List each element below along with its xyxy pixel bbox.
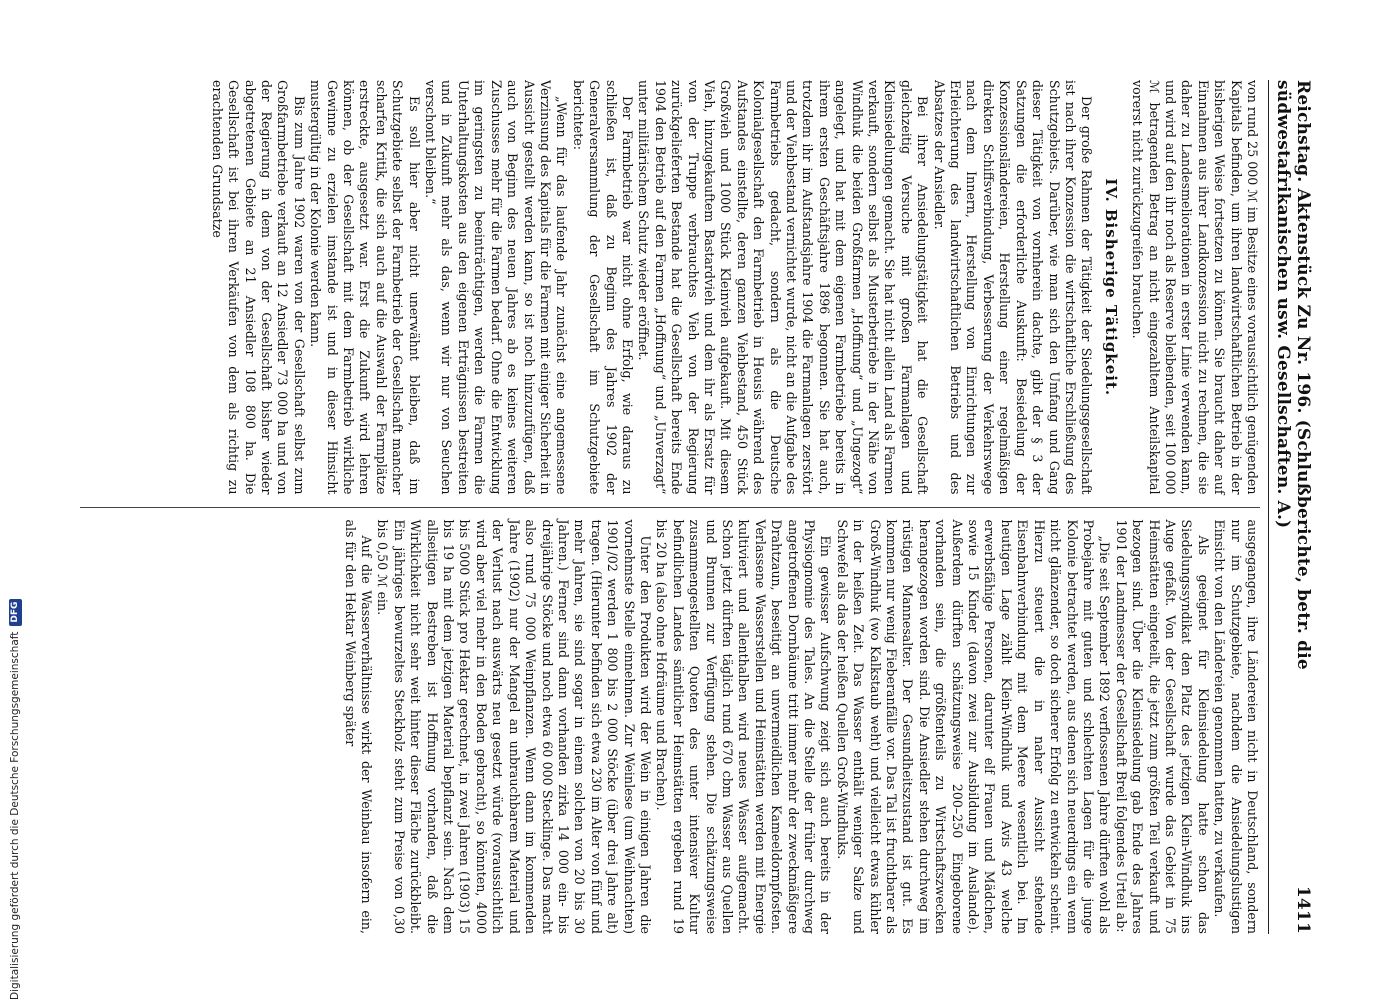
running-header xyxy=(1268,80,1313,934)
section-heading: IV. Bisherige Tätigkeit. xyxy=(1101,178,1120,397)
page-number: 1411 xyxy=(1293,885,1313,934)
paragraph: von rund 25 000 ℳ im Besitze eines voraussichtlich genügenden Kapitals befinden, um ihren landwirtschaftlichen Betrieb in der bisherigen Weise fortsetzen zu können. Sie braucht daher auf Einnahmen aus ihrer Landkonzession nicht zu rechnen, die sie daher zu Landesmeliorationen in erster Linie verwenden kann, und wird auf den ihr noch als Reserve bleibenden, seit 100 000 ℳ betragenden Betrag an nicht eingezahltem Anteilskapital vorerst nicht zurückzugreifen brauchen. xyxy=(1130,80,1260,495)
credit-text: Digitalisierung gefördert durch die Deutsche Forschungsgemeinschaft xyxy=(9,631,21,1000)
right-column xyxy=(80,508,1260,935)
block-quote: „Wenn für das laufende Jahr zunächst eine angemessene Verzinsung des Kapitals für die Farmen mit einiger Sicherheit in Aussicht gestellt werden kann, so ist noch hinzuzufügen, daß auch von Beginn des neuen Jahres ab es keines weiteren Zuschusses mehr für die Farmen bedarf. Ohne die Entwicklung im geringsten zu beeinträchtigen, werden die Farmen die Unterhaltungskosten aus den eigenen Erträgnissen bestreiten und in Zukunft mehr als das, wenn wir nur von Seuchen verschont bleiben.“ xyxy=(423,80,570,495)
header-title: Reichstag. Aktenstück Zu Nr. 196. (Schlußberichte, betr. die südwestafrikanischen usw. Gesellschaften. A.) xyxy=(1273,80,1313,670)
paragraph: ausgegangen, ihre Ländereien nicht in Deutschland, sondern nur im Schutzgebiete, nachdem die Ansiedelungslustigen Einsicht von den Ländereien genommen hatten, zu verkaufen. xyxy=(1212,519,1260,934)
block-quote: Ein gewisser Aufschwung zeigt sich auch bereits in der Physiognomie des Tales. An die Stelle der früher durchweg angetroffenen Dornbäume tritt immer mehr der zweckmäßigere Drahtzaun, beseitigt an unvermeidlichen Kameeldornpfosten. Verlassene Wasserstellen und Heimstätten werden mit Energie kultiviert und allenthalben wird neues Wasser aufgemacht. Schon jetzt dürften täglich rund 670 cbm Wasser aus Quellen und Brunnen zur Verfügung stehen. Die schätzungsweise zusammengestellten Quoten des unter intensiver Kultur befindlichen Landes sämtlicher Heimstätten ergeben rund 19 bis 20 ha (also ohne Hofräume und Brachen). xyxy=(654,519,834,934)
text-columns xyxy=(80,80,1260,934)
left-column xyxy=(80,80,1260,507)
paragraph: Als geeignet für Kleinsiedelung hatte schon das Siedelungssyndikat den Platz des jetzigen Klein-Windhuk ins Auge gefaßt. Von der Gesellschaft wurde das Gebiet in 75 Heimstätten eingeteilt, die jetzt zum größten Teil verkauft und bezogen sind. Über die Kleinsiedelung gab Ende des Jahres 1901 der Landmesser der Gesellschaft Breil folgendes Urteil ab: xyxy=(1113,519,1211,934)
paragraph: Bis zum Jahre 1902 waren von der Gesellschaft selbst zum Großfarmbetriebe verkauft an 12 Ansiedler 73 000 ha und von der Regierung in dem von der Gesellschaft bisher wieder abgetretenen Gebiete an 21 Ansiedler 108 800 ha. Die Gesellschaft ist bei ihren Verkäufen von dem als richtig zu erachtenden Grundsatze xyxy=(209,80,307,495)
paragraph: Es soll hier aber nicht unerwähnt bleiben, daß im Schutzgebiete selbst der Farmbetrieb der Gesellschaft mancher scharfen Kritik, die sich auch auf die Auswahl der Farmplätze erstreckte, ausgesetzt war. Erst die Zukunft wird lehren können, ob der Gesellschaft mit dem Farmbetrieb wirkliche Gewinne zu erzielen imstande ist und in dieser Hinsicht mustergültig in der Kolonie werden kann. xyxy=(308,80,422,495)
paragraph: Der Farmbetrieb war nicht ohne Erfolg, wie daraus zu schließen ist, daß zu Beginn des Jahres 1902 der Generalversammlung der Gesellschaft im Schutzgebiete berichtete: xyxy=(570,80,635,495)
digitization-credit xyxy=(4,0,26,1000)
paragraph: Auf die Wasserverhältnisse wirkt der Weinbau insofern ein, als für den Hektar Weinberg später xyxy=(342,519,375,934)
paragraph: Der große Rahmen der Tätigkeit der Siedelungsgesellschaft ist nach ihrer Konzession die wirtschaftliche Erschließung des Schutzgebiets. Darüber, wie man sich den Umfang und Gang dieser Tätigkeit von vornherein dachte, gibt der § 3 der Satzungen die erforderliche Auskunft: Besiedelung der Konzessionsländereien, Herstellung einer regelmäßigen direkten Schiffsverbindung, Verbesserung der Verkehrswege nach dem Innern, Herstellung von Einrichtungen zur Erleichterung des landwirtschaftlichen Betriebs und des Absatzes der Ansiedler. xyxy=(931,80,1095,495)
dfg-logo: DFG xyxy=(9,599,22,626)
paragraph: Bei ihrer Ansiedelungstätigkeit hat die Gesellschaft gleichzeitig Versuche mit großen Farmanlagen und Kleinsiedelungen gemacht. Sie hat nicht allein Land als Farmen verkauft, sondern selbst als Musterbetriebe in der Nähe von Windhuk die beiden Großfarmen „Hoffnung“ und „Ungezogt“ angelegt, und hat mit dem eigenen Farmbetriebe bereits in ihrem ersten Geschäftsjahre 1896 begonnen. Sie hat auch, trotzdem ihr im Aufstandsjahre 1904 die Farmanlagen zerstört und der Viehbestand vernichtet wurde, nicht an die Aufgabe des Farmbetriebs gedacht, sondern als die Deutsche Kolonialgesellschaft den Farmbetrieb in Heusis während des Aufstandes einstellte, deren ganzen Viehbestand, 450 Stück Großvieh und 1000 Stück Kleinvieh aufgekauft. Mit diesem Vieh, hinzugekauftem Bastardvieh und dem ihr als Ersatz für von der Truppe verbrauchtes Vieh von der Regierung zurückgelieferten Bestande hat die Gesellschaft bereits Ende 1904 den Betrieb auf den Farmen „Hoffnung“ und „Unverzagt“ unter militärischem Schutz wieder eröffnet. xyxy=(636,80,931,495)
block-quote: Unter den Produkten wird der Wein in einigen Jahren die vornehmste Stelle einnehmen. Zur Weinlese (um Weihnachten) 1901/02 werden 1 800 bis 2 000 Stöcke (über drei Jahre alt) tragen. (Hierunter befinden sich etwa 230 im Alter von fünf und mehr Jahren, sie sind sogar in einem solchen von 20 bis 30 Jahren.) Ferner sind dann vorhanden zirka 14 000 ein- bis dreijährige Stöcke und noch etwa 60 000 Stecklinge. Das macht also rund 75 000 Weinpflanzen. Wenn dann im kommenden Jahre (1902) nur der Mangel an unbrauchbarem Material und der Verlust nach auswärts neu gesetzt würde (voraussichtlich wird aber viel mehr in den Boden gebracht), so könnten, 4000 bis 5000 Stück pro Hektar gerechnet, in zwei Jahren (1903) 15 bis 19 ha mit dem jetzigen Material bepflanzt sein. Nach dem allseitigen Bestreben ist Hoffnung vorhanden, daß die Wirklichkeit nicht sehr weit hinter dieser Fläche zurückbleibt. Ein jähriges bewurzeltes Steckholz steht zum Preise von 0,30 bis 0,50 ℳ ein. xyxy=(375,519,653,934)
block-quote: „Die seit September 1892 verflossenen Jahre dürften wohl als Probejahre mit guten und schlechten Lagen für die junge Kolonie betrachtet werden, aus denen sich neuerdings ein wenn nicht glänzender, so doch sicherer Erfolg zu entwickeln scheint. Hierzu steuert die in naher Aussicht stehende Eisenbahnverbindung mit dem Meere wesentlich bei. Im heutigen Lage zählt Klein-Windhuk und Avis 43 welche erwerbsfähige Personen, darunter elf Frauen und Mädchen, sowie 15 Kinder (davon zwei zur Ausbildung im Auslande). Außerdem dürften schätzungsweise 200–250 Eingeborene vorhanden sein, die größtenteils zu Wirtschaftszwecken herangezogen worden sind. Die Ansiedler stehen durchweg im rüstigen Mannesalter. Der Gesundheitszustand ist gut. Es kommen nur wenig Fieberanfälle vor. Das Tal ist fruchtbarer als Groß-Windhuk (wo Kalkstaub weht) und vielleicht etwas kühler in der heißen Zeit. Das Wasser enthält weniger Salze und Schwefel als das der heißen Quellen Groß-Windhuks. xyxy=(834,519,1113,934)
